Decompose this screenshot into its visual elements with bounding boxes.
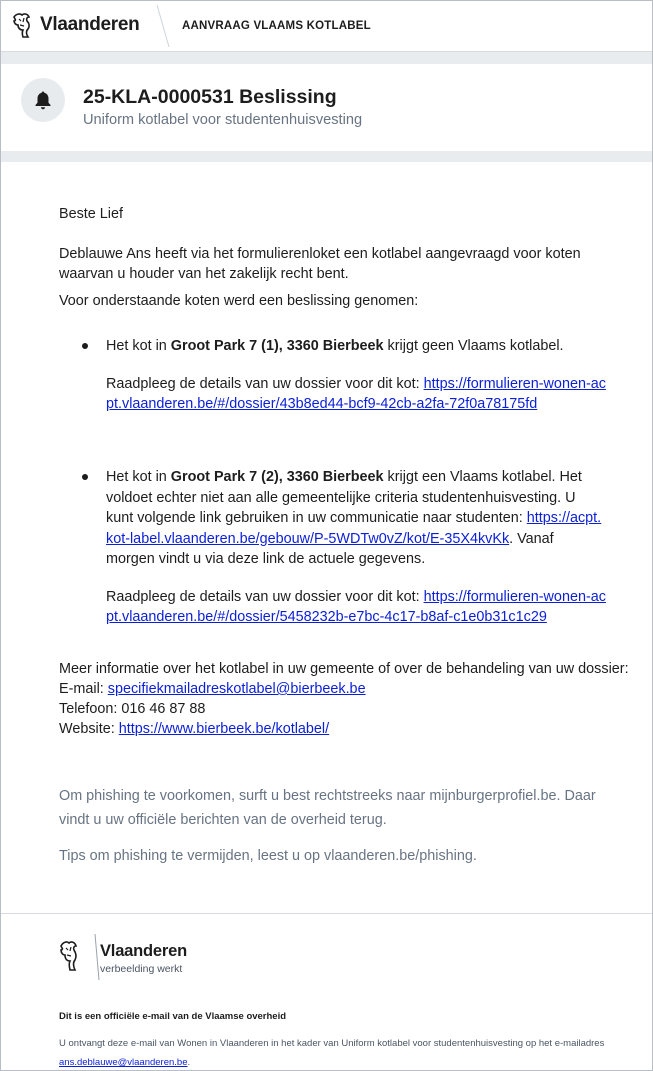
bullet-dot [82, 343, 88, 349]
kot-address: Groot Park 7 (1), 3360 Bierbeek [170, 338, 384, 354]
flemish-lion-icon [58, 938, 80, 974]
item-details: Raadpleeg de details van uw dossier voor dit kot: https://formulieren-wonen-acpt.vlaanderen.be/#/dossier/5458232b-e7bc-4c17-b8af-c1e0b31c1c29 [106, 588, 606, 625]
app-title[interactable]: AANVRAAG VLAAMS KOTLABEL [182, 20, 371, 32]
list-item [106, 336, 606, 415]
phone-number: 016 46 87 88 [121, 701, 206, 717]
student-link[interactable]: https://acpt.kot-label.vlaanderen.be/gebouw/P-5WDTw0vZ/kot/E-35X4kvKk [106, 510, 602, 547]
subject-subtitle: Uniform kotlabel voor studentenhuisvesting [83, 112, 363, 128]
website-link[interactable]: https://www.bierbeek.be/kotlabel/ [118, 721, 330, 737]
band-bottom [1, 151, 652, 162]
phishing-text-1: Om phishing te voorkomen, surft u best rechtstreeks naar mijnburgerprofiel.be. Daar vindt u uw officiële berichten van de overheid terug. [59, 788, 596, 828]
phishing-notice [59, 784, 629, 868]
subject-title: 25-KLA-0000531 Beslissing [83, 86, 337, 108]
phone-row: Telefoon: 016 46 87 88 [59, 701, 206, 717]
bullet-dot [82, 474, 88, 480]
footer-brand: Vlaanderen [100, 942, 187, 960]
email-row: E-mail: specifiekmailadreskotlabel@bierbeek.be [59, 681, 366, 697]
item-decision: Het kot in Groot Park 7 (1), 3360 Bierbeek krijgt geen Vlaams kotlabel. [106, 338, 564, 354]
dossier-link[interactable]: https://formulieren-wonen-acpt.vlaanderen.be/#/dossier/5458232b-e7bc-4c17-b8af-c1e0b31c1c29 [106, 588, 606, 625]
band-top [1, 52, 652, 64]
official-statement: Dit is een officiële e-mail van de Vlaamse overheid [59, 1011, 287, 1022]
email-link[interactable]: specifiekmailadreskotlabel@bierbeek.be [107, 681, 366, 697]
kot-address: Groot Park 7 (2), 3360 Bierbeek [170, 469, 384, 485]
website-row: Website: https://www.bierbeek.be/kotlabel/ [59, 721, 330, 737]
header-brand[interactable]: Vlaanderen [40, 14, 140, 35]
item-details: Raadpleeg de details van uw dossier voor dit kot: https://formulieren-wonen-acpt.vlaanderen.be/#/dossier/43b8ed44-bcf9-42cb-a2fa-72f0a78175fd [106, 375, 606, 412]
flemish-lion-icon [11, 11, 33, 41]
bell-badge [21, 78, 65, 122]
intro-block [59, 204, 619, 311]
recipient-notice: U ontvangt deze e-mail van Wonen in Vlaanderen in het kader van Uniform kotlabel voor studentenhuisvesting op het e-mailadres ans.deblauwe@vlaanderen.be. [59, 1038, 605, 1068]
dossier-link[interactable]: https://formulieren-wonen-acpt.vlaanderen.be/#/dossier/43b8ed44-bcf9-42cb-a2fa-72f0a78175fd [106, 375, 606, 412]
recipient-email-link[interactable]: ans.deblauwe@vlaanderen.be [59, 1057, 188, 1068]
header-divider [156, 5, 170, 47]
footer-tagline: verbeelding werkt [100, 963, 183, 975]
bell-icon [34, 90, 52, 110]
greeting: Beste Lief [59, 206, 123, 222]
list-item [106, 467, 606, 628]
intro-text: Deblauwe Ans heeft via het formulierenloket een kotlabel aangevraagd voor koten waarvan u houder van het zakelijk recht bent. [59, 246, 581, 282]
more-info: Meer informatie over het kotlabel in uw gemeente of over de behandeling van uw dossier: [59, 661, 629, 677]
footer-divider [1, 913, 652, 914]
contact-block [59, 659, 629, 739]
decision-intro: Voor onderstaande koten werd een beslissing genomen: [59, 293, 419, 309]
phishing-text-2: Tips om phishing te vermijden, leest u op vlaanderen.be/phishing. [59, 848, 477, 864]
item-decision: Het kot in Groot Park 7 (2), 3360 Bierbeek krijgt een Vlaams kotlabel. Het voldoet echter niet aan alle gemeentelijke criteria studentenhuisvesting. U kunt volgende link gebruiken in uw communicatie naar studenten: https://acpt.kot-label.vlaanderen.be/gebouw/P-5WDTw0vZ/kot/E-35X4kvKk. Vanaf morgen vindt u via deze link de actuele gegevens. [106, 469, 602, 567]
header-bar [1, 1, 652, 52]
